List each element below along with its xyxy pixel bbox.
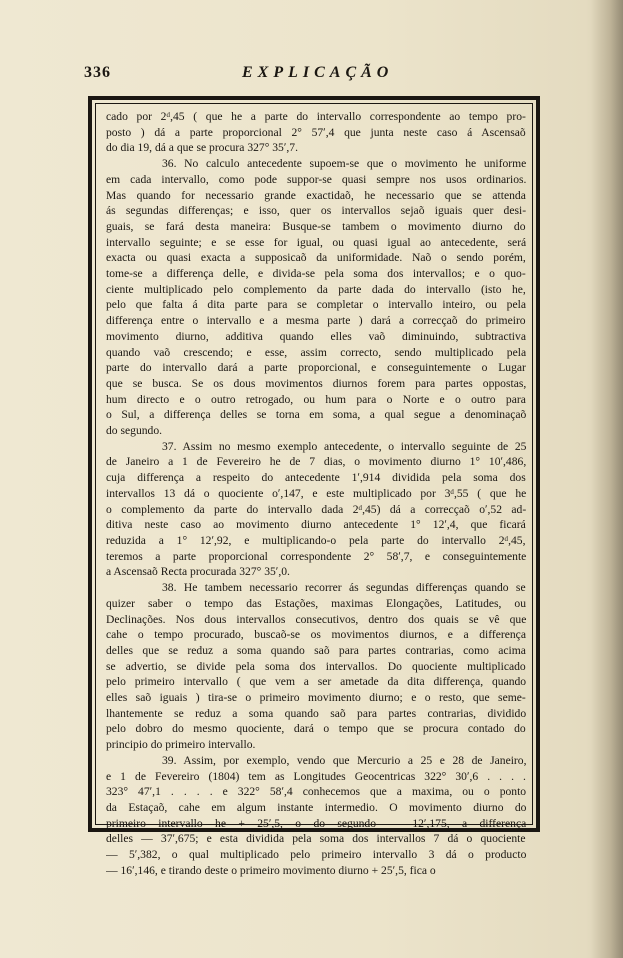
text-line: lhantemente se reduz a soma quando saõ para partes contrarias, dividido — [106, 706, 526, 720]
paragraph — [106, 753, 526, 879]
text-line: 37. Assim no mesmo exemplo antecedente, o intervallo seguinte de 25 — [162, 439, 526, 453]
text-line: reduzida a 1° 12ʹ,92, e multiplicando-o pela parte do intervallo 2ᵈ,45, — [106, 533, 526, 547]
text-line: o Sul, a differença delles se torna em soma, a qual segue a denominaçaõ — [106, 408, 526, 422]
text-line: primeiro intervallo he + 25ʹ,5, o do segundo — 12ʹ,175, a differença — [106, 816, 526, 830]
text-line: Declinações. Nos dous intervallos consecutivos, dentro dos quais se vê que — [106, 612, 526, 626]
text-line: differença entre o intervallo e a mesma parte ) dará a correcçaõ do primeiro — [106, 314, 526, 328]
text-line: em cada intervallo, como pode suppor-se quasi sempre nos usos ordinarios. — [106, 172, 526, 186]
paragraph — [106, 580, 526, 753]
text-line: ás segundas differenças; e isso, quer os intervallos sejaõ iguais quer desi- — [106, 204, 526, 218]
text-line: de Janeiro a 1 de Fevereiro he de 7 dias, o movimento diurno 1° 10ʹ,486, — [106, 455, 526, 469]
text-line: Mas quando for necessario grande exactidaõ, he necessario que se attenda — [106, 188, 526, 202]
text-line: se advertio, se divide pela soma dos intervallos. Do quociente multiplicado — [106, 659, 526, 673]
text-line: teremos a parte proporcional correspondente 2° 58ʹ,7, e conseguintemente — [106, 549, 526, 563]
text-line: delles — 37ʹ,675; e esta dividida pela soma dos intervallos 7 dá o quociente — [106, 832, 526, 846]
text-line: e 1 de Fevereiro (1804) tem as Longitudes Geocentricas 322° 30ʹ,6 . . . . — [106, 769, 526, 783]
text-line: 39. Assim, por exemplo, vendo que Mercurio a 25 e 28 de Janeiro, — [162, 753, 526, 767]
text-line: a Ascensaõ Recta procurada 327° 35ʹ,0. — [106, 565, 290, 579]
body-text — [106, 109, 526, 878]
text-line: quando vaõ crescendo; e esse, assim correcto, sendo multiplicado pela — [106, 345, 526, 359]
text-line: 38. He tambem necessario recorrer ás segundas differenças quando se — [162, 581, 526, 595]
text-line: hum directo e o outro retrogado, ou hum para o Norte e o outro para — [106, 392, 526, 406]
text-line: guais, se fará desta maneira: Busque-se tambem o movimento diurno do — [106, 219, 526, 233]
text-line: que se busca. Se os dous movimentos diurnos forem para partes oppostas, — [106, 376, 526, 390]
text-line: o complemento da parte do intervallo dada 2ᵈ,45) dá a correcçaõ oʹ,52 ad- — [106, 502, 526, 516]
page-gutter-shadow — [591, 0, 623, 958]
text-line: exacta ou quasi exacta a supposicaõ da uniformidade. Naõ o sendo porém, — [106, 251, 526, 265]
text-line: ciente multiplicado pelo complemento da parte dada do intervallo (isto he, — [106, 282, 526, 296]
text-line: cado por 2ᵈ,45 ( que he a parte do intervallo correspondente ao tempo pro- — [106, 110, 526, 123]
paragraph — [106, 109, 526, 156]
text-line: 36. No calculo antecedente supoem-se que o movimento he uniforme — [162, 157, 526, 171]
text-line: 323° 47ʹ,1 . . . . e 322° 58ʹ,4 conhecemos que a maxima, ou o ponto — [106, 785, 526, 799]
text-line: elles saõ iguais ) tira-se o primeiro movimento diurno; e o resto, que seme- — [106, 691, 526, 705]
paragraph — [106, 156, 526, 439]
text-line: posto ) dá a parte proporcional 2° 57ʹ,4 que junta neste caso á Ascensaõ — [106, 125, 526, 139]
text-line: tome-se a differença delle, e divida-se pela soma dos intervallos; e o quo- — [106, 267, 526, 281]
page-header — [0, 60, 623, 90]
text-line: — 16ʹ,146, e tirando deste o primeiro movimento diurno + 25ʹ,5, fica o — [106, 863, 436, 877]
text-line: intervallos 13 dá o quociente oʹ,147, e este multiplicado por 3ᵈ,55 ( que he — [106, 486, 526, 500]
paragraph — [106, 439, 526, 580]
page-number: 336 — [84, 64, 111, 81]
text-line: intervallo seguinte; e se esse for igual, ou quasi igual ao antecedente, será — [106, 235, 526, 249]
text-line: cahe o tempo procurado, buscaõ-se os movimentos diurnos, e a differença — [106, 628, 526, 642]
text-line: cuja differença a respeito do antecedente 1ʹ,914 dividida pela soma dos — [106, 471, 526, 485]
text-line: pelo dobro do mesmo quociente, dará o tempo que se procura contado do — [106, 722, 526, 736]
text-line: pelo que falta á dita parte para se completar o intervallo inteiro, ou pela — [106, 298, 526, 312]
text-line: pelo primeiro intervallo ( que vem a ser ametade da dita differença, quando — [106, 675, 526, 689]
text-line: — 5ʹ,382, o qual multiplicado pelo primeiro intervallo 3 dá o producto — [106, 848, 526, 862]
text-line: quizer saber o tempo das Estações, maximas Elongações, Latitudes, ou — [106, 596, 526, 610]
text-line: ditiva neste caso ao movimento diurno antecedente 1° 12ʹ,4, que ficará — [106, 518, 526, 532]
text-line: do dia 19, dá a que se procura 327° 35ʹ,7. — [106, 141, 298, 155]
text-line: parte do intervallo dará a parte proporcional, e conseguintemente o Lugar — [106, 361, 526, 375]
text-line: do segundo. — [106, 424, 163, 438]
running-title: EXPLICAÇÃO — [242, 64, 394, 81]
text-line: movimento diurno, additiva quando elles vaõ diminuindo, subtractiva — [106, 329, 526, 343]
text-line: delles que se reduz a soma quando saõ para partes contrarias, como acima — [106, 643, 526, 657]
text-line: da Estaçaõ, cahe em algum instante intermedio. O movimento diurno do — [106, 800, 526, 814]
text-line: principio do primeiro intervallo. — [106, 738, 256, 752]
